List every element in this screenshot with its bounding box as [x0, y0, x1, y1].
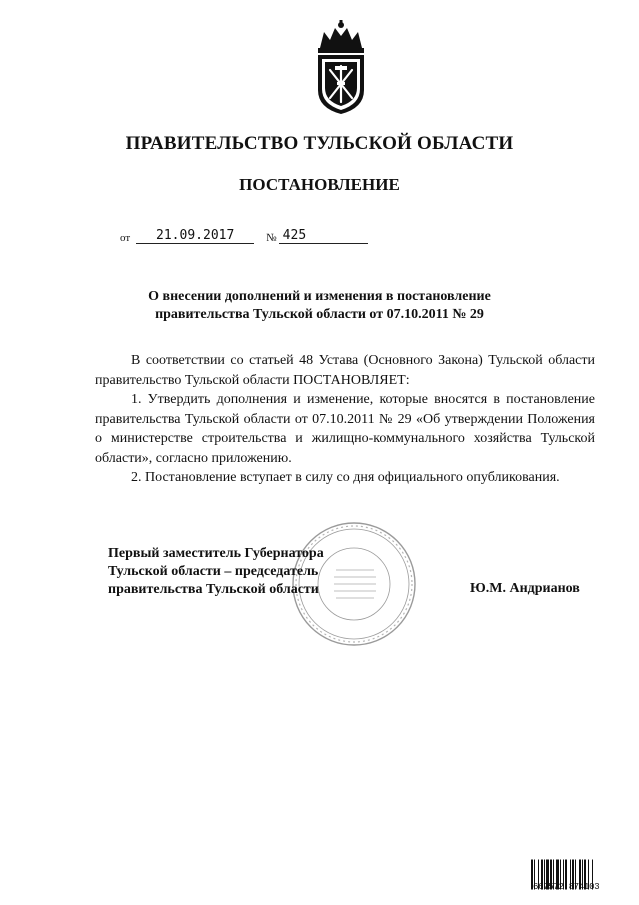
- title-line-1: О внесении дополнений и изменения в постановление: [148, 289, 491, 304]
- title-line-2: правительства Тульской области от 07.10.2011 № 29: [155, 307, 484, 322]
- position-line-1: Первый заместитель Губернатора: [108, 546, 324, 561]
- barcode-number: 667572 874103: [533, 882, 600, 892]
- signatory-position: [108, 545, 324, 599]
- coat-of-arms-emblem: [302, 18, 380, 116]
- position-line-2: Тульской области – председатель: [108, 564, 319, 579]
- number-label: №: [266, 232, 277, 244]
- date-number-line: [120, 229, 368, 244]
- document-title: [0, 288, 639, 324]
- date-label: от: [120, 232, 131, 244]
- document-type-heading: ПОСТАНОВЛЕНИЕ: [239, 175, 400, 194]
- signatory-name: Ю.М. Андрианов: [470, 581, 580, 596]
- item-2-paragraph: 2. Постановление вступает в силу со дня официального опубликования.: [131, 470, 560, 485]
- item-1-paragraph: 1. Утвердить дополнения и изменение, которые вносятся в постановление правительства Тульской области от 07.10.2011 № 29 «Об утверждении Положения о министерстве строительства и жилищно-коммунального хозяйства Тульской области», согласно приложению.: [95, 392, 595, 466]
- document-body: [95, 351, 595, 488]
- organization-heading: ПРАВИТЕЛЬСТВО ТУЛЬСКОЙ ОБЛАСТИ: [125, 133, 514, 154]
- date-value: 21.09.2017: [136, 229, 254, 244]
- position-line-3: правительства Тульской области: [108, 582, 319, 597]
- preamble-paragraph: В соответствии со статьей 48 Устава (Основного Закона) Тульской области правительство Тульской области ПОСТАНОВЛЯЕТ:: [95, 353, 595, 388]
- number-value: 425: [279, 229, 368, 244]
